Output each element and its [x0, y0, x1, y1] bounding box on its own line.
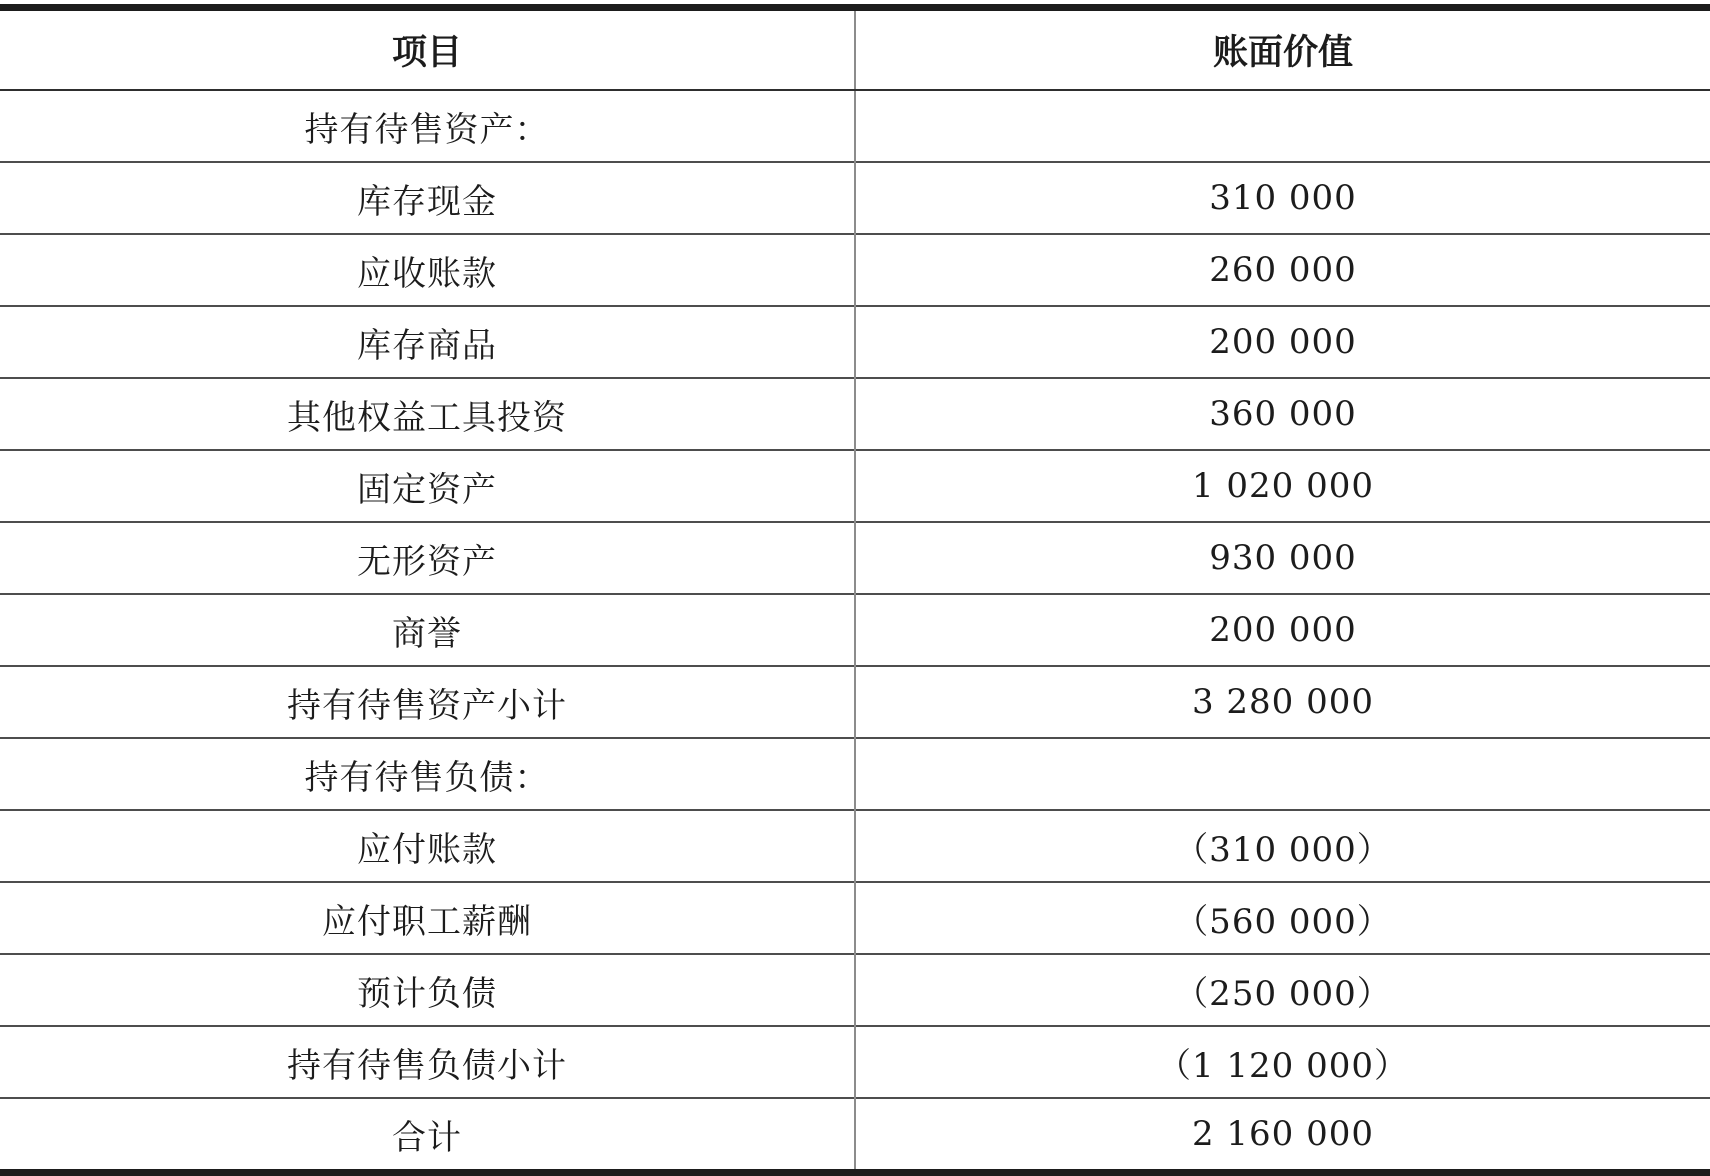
column-header-value: 账面价值 [855, 8, 1710, 91]
table-row [0, 306, 1710, 378]
table-row [0, 450, 1710, 522]
value-cell [855, 738, 1710, 810]
table-row [0, 162, 1710, 234]
table-row [0, 810, 1710, 882]
table-row [0, 90, 1710, 162]
item-cell: 合计 [0, 1098, 855, 1173]
table-row [0, 1026, 1710, 1098]
item-cell: 预计负债 [0, 954, 855, 1026]
table-row [0, 522, 1710, 594]
value-cell: 2 160 000 [855, 1098, 1710, 1173]
value-cell: （1 120 000） [855, 1026, 1710, 1098]
value-cell: （310 000） [855, 810, 1710, 882]
value-cell: 200 000 [855, 594, 1710, 666]
table-row [0, 666, 1710, 738]
table-row [0, 594, 1710, 666]
item-cell: 商誉 [0, 594, 855, 666]
value-cell: 260 000 [855, 234, 1710, 306]
table-row [0, 738, 1710, 810]
table-row [0, 882, 1710, 954]
item-cell: 固定资产 [0, 450, 855, 522]
item-cell: 应付职工薪酬 [0, 882, 855, 954]
header-row [0, 8, 1710, 91]
value-cell: 310 000 [855, 162, 1710, 234]
item-cell: 持有待售负债： [0, 738, 855, 810]
value-cell: 200 000 [855, 306, 1710, 378]
item-cell: 持有待售负债小计 [0, 1026, 855, 1098]
item-cell: 无形资产 [0, 522, 855, 594]
value-cell: （560 000） [855, 882, 1710, 954]
table-row [0, 954, 1710, 1026]
table-row [0, 378, 1710, 450]
column-header-item: 项目 [0, 8, 855, 91]
item-cell: 库存现金 [0, 162, 855, 234]
item-cell: 应付账款 [0, 810, 855, 882]
value-cell [855, 90, 1710, 162]
value-cell: 360 000 [855, 378, 1710, 450]
table-row [0, 234, 1710, 306]
table-body [0, 90, 1710, 1173]
item-cell: 库存商品 [0, 306, 855, 378]
value-cell: 930 000 [855, 522, 1710, 594]
value-cell: 3 280 000 [855, 666, 1710, 738]
item-cell: 持有待售资产小计 [0, 666, 855, 738]
item-cell: 其他权益工具投资 [0, 378, 855, 450]
value-cell: （250 000） [855, 954, 1710, 1026]
value-cell: 1 020 000 [855, 450, 1710, 522]
book-value-table [0, 4, 1710, 1176]
item-cell: 持有待售资产： [0, 90, 855, 162]
item-cell: 应收账款 [0, 234, 855, 306]
table-row [0, 1098, 1710, 1173]
